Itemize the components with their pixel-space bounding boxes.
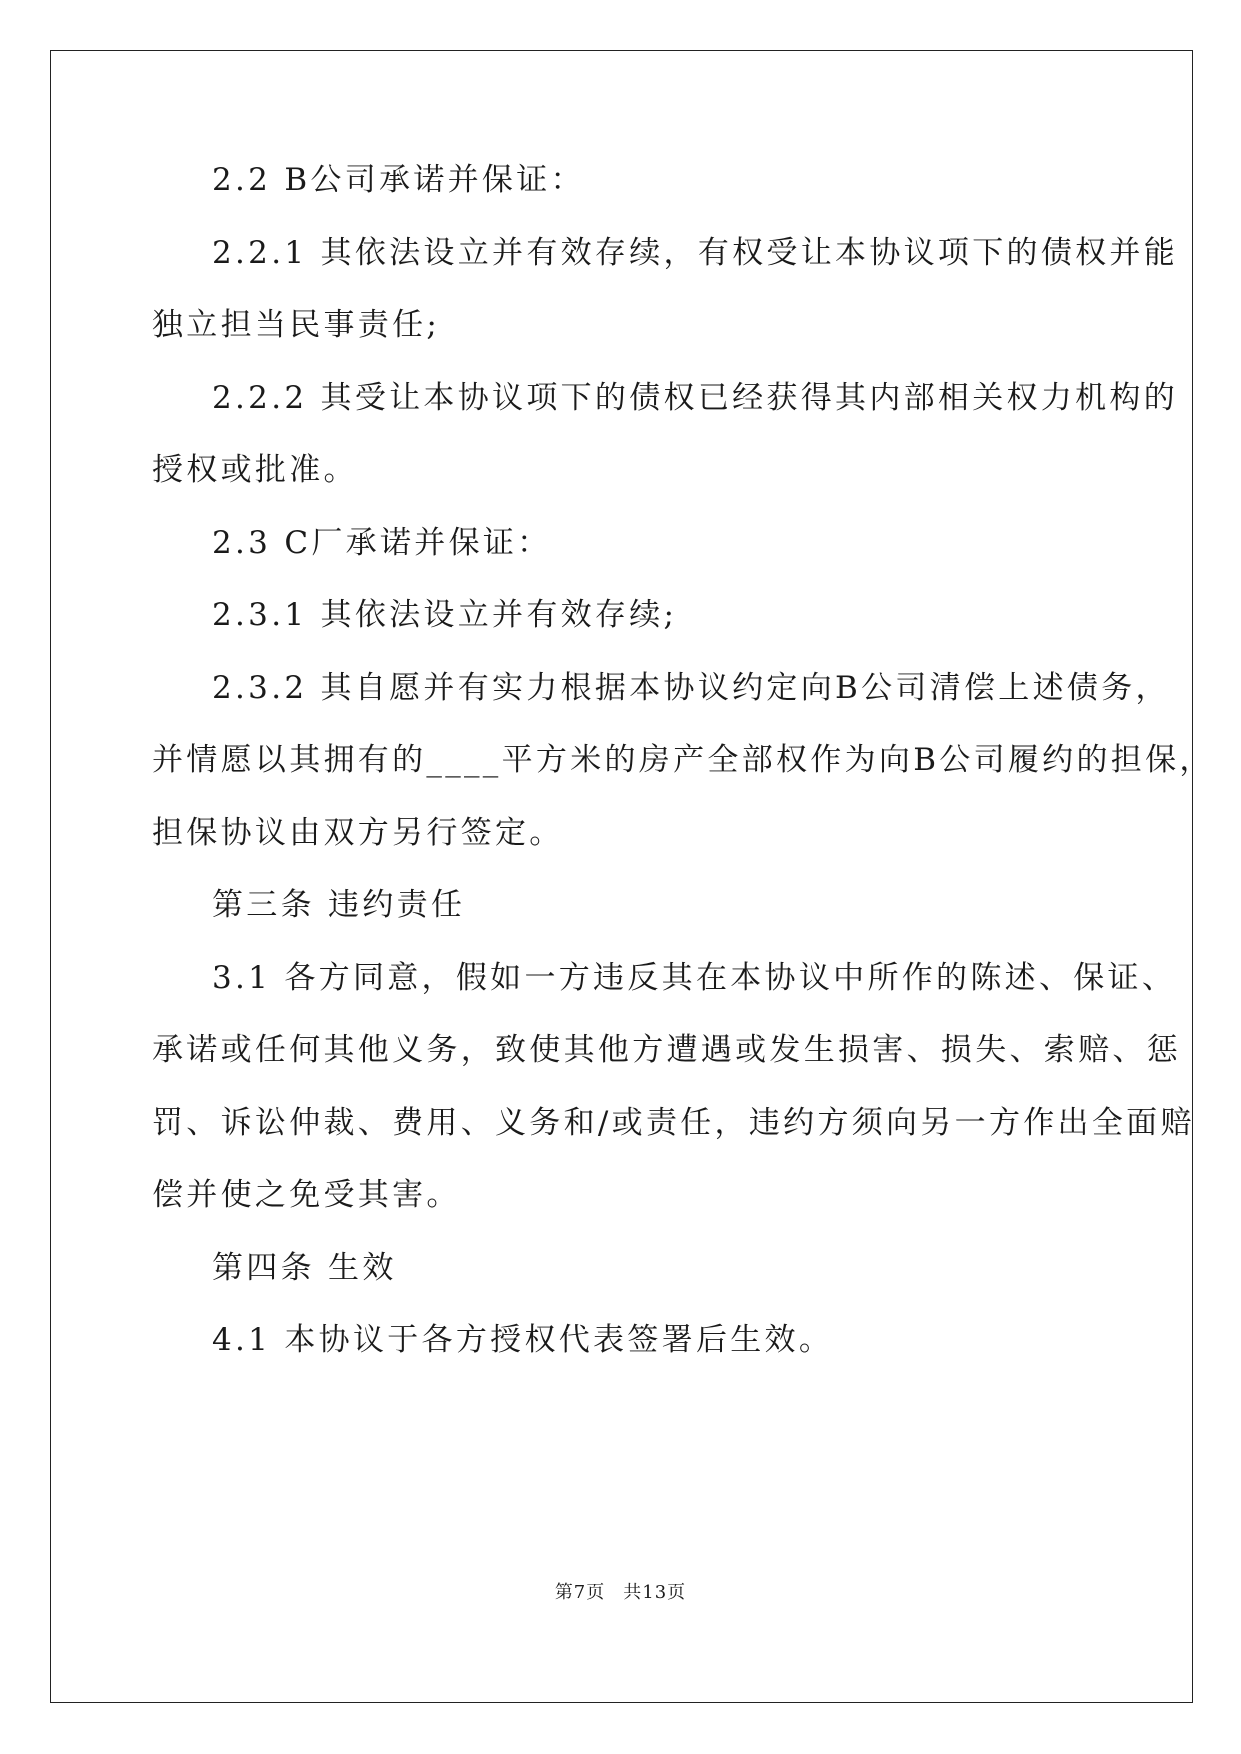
paragraph-3-1: 3.1 各方同意，假如一方违反其在本协议中所作的陈述、保证、 bbox=[212, 960, 1177, 996]
paragraph-2-2-1-cont: 独立担当民事责任; bbox=[152, 307, 441, 343]
paragraph-2-3-2-cont: 并情愿以其拥有的____平方米的房产全部权作为向B公司履约的担保， bbox=[152, 742, 1214, 778]
paragraph-3-1-cont-2: 罚、诉讼仲裁、费用、义务和/或责任，违约方须向另一方作出全面赔 bbox=[152, 1105, 1195, 1141]
paragraph-2-3-2-end: 担保协议由双方另行签定。 bbox=[152, 815, 564, 851]
paragraph-3-1-cont-1: 承诺或任何其他义务，致使其他方遭遇或发生损害、损失、索赔、惩 bbox=[152, 1032, 1181, 1068]
page-footer bbox=[0, 1578, 1241, 1604]
page-total: 共13页 bbox=[623, 1582, 687, 1603]
paragraph-2-3-2: 2.3.2 其自愿并有实力根据本协议约定向B公司清偿上述债务， bbox=[212, 670, 1170, 706]
article-3-heading: 第三条 违约责任 bbox=[212, 887, 466, 923]
paragraph-2-3-1: 2.3.1 其依法设立并有效存续; bbox=[212, 597, 678, 633]
page-number: 第7页 bbox=[554, 1582, 606, 1603]
paragraph-2-2-2-cont: 授权或批准。 bbox=[152, 452, 358, 488]
page-border bbox=[50, 50, 1193, 1703]
paragraph-2-2-2: 2.2.2 其受让本协议项下的债权已经获得其内部相关权力机构的 bbox=[212, 380, 1179, 416]
paragraph-4-1: 4.1 本协议于各方授权代表签署后生效。 bbox=[212, 1322, 834, 1358]
paragraph-3-1-end: 偿并使之免受其害。 bbox=[152, 1177, 461, 1213]
article-4-heading: 第四条 生效 bbox=[212, 1250, 397, 1286]
paragraph-2-2-1: 2.2.1 其依法设立并有效存续，有权受让本协议项下的债权并能 bbox=[212, 235, 1179, 271]
paragraph-2-2: 2.2 B公司承诺并保证： bbox=[212, 162, 585, 198]
paragraph-2-3: 2.3 C厂承诺并保证： bbox=[212, 525, 552, 561]
